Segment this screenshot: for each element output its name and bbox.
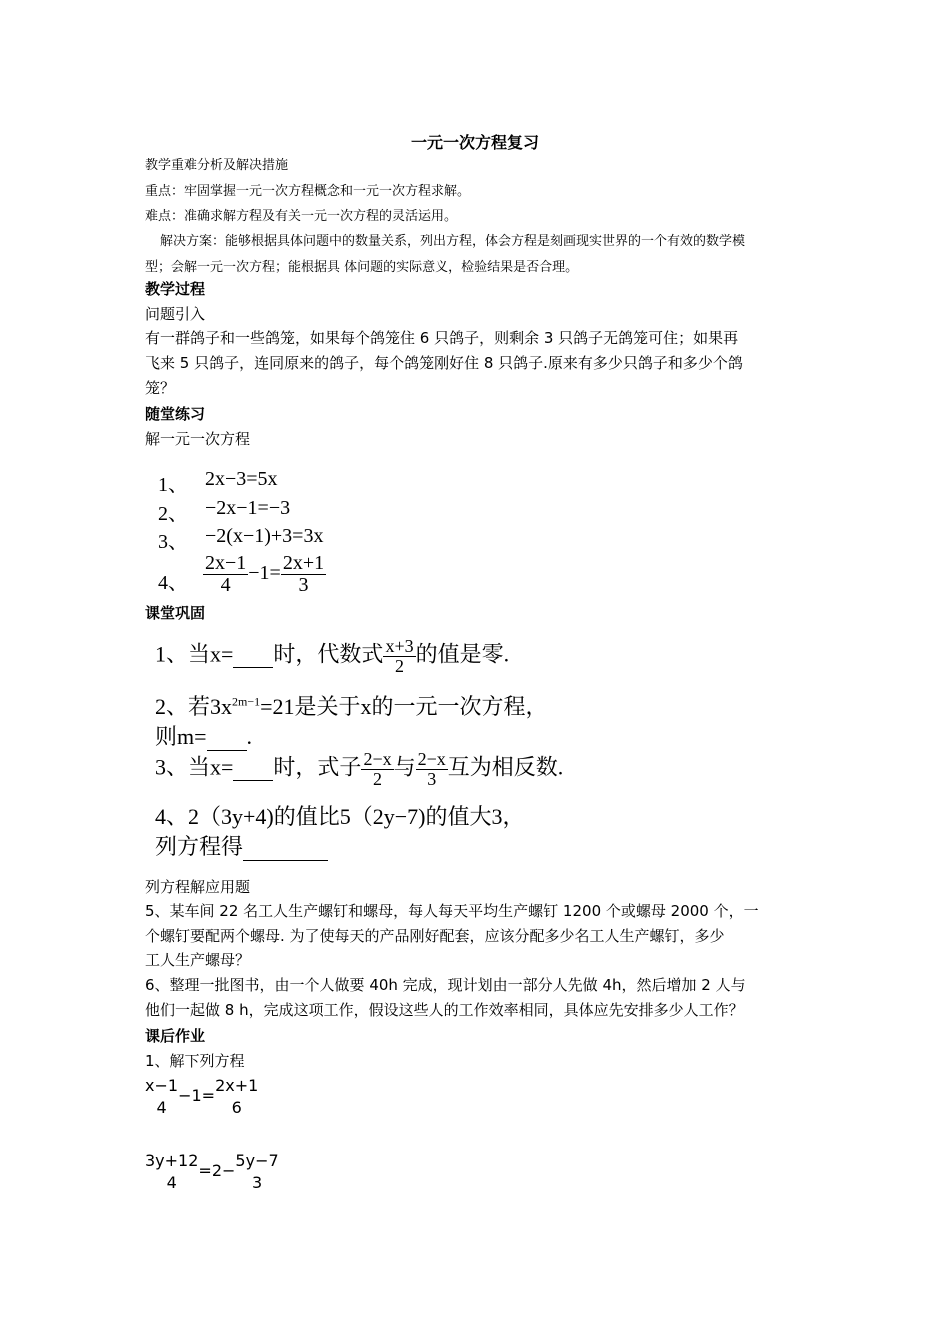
numerator: 2−x (363, 749, 392, 769)
fraction (145, 1150, 198, 1193)
denominator: 2 (395, 655, 405, 676)
consolidate-heading: 课堂巩固 (145, 604, 206, 622)
practice-num-1: 1、 (158, 474, 188, 496)
practice-num-3: 3、 (158, 531, 188, 553)
homework-eq-1 (145, 1075, 258, 1118)
q2-text: . (246, 724, 253, 749)
fraction (215, 1075, 258, 1118)
numerator: 3y+12 (145, 1151, 199, 1170)
denominator: 4 (166, 1172, 177, 1192)
q4-text: 列方程得 (155, 834, 244, 859)
problem5-line-2: 个螺钉要配两个螺母. 为了使每天的产品刚好配套，应该分配多少名工人生产螺钉，多少 (145, 927, 725, 945)
denominator: 4 (220, 574, 231, 596)
consolidate-q2 (155, 690, 548, 721)
q2-text: 则m= (155, 724, 207, 749)
fraction (361, 750, 393, 789)
numerator: 2x+1 (215, 1076, 259, 1095)
intro-heading: 教学重难分析及解决措施 (145, 158, 289, 173)
operator: =2− (198, 1161, 236, 1181)
q2-text: =21是关于x的一元一次方程， (260, 694, 548, 719)
answer-blank (243, 834, 328, 861)
problem5-line-3: 工人生产螺母？ (145, 951, 251, 969)
consolidate-q4: 4、2（3y+4)的值比5（2y−7)的值大3， (155, 804, 525, 829)
process-sub: 问题引入 (145, 305, 206, 323)
practice-eq-1: 2x−3=5x (205, 468, 278, 490)
page-title: 一元一次方程复习 (410, 133, 539, 152)
practice-num-2: 2、 (158, 503, 188, 525)
consolidate-q2-cont (155, 720, 252, 751)
consolidate-q1 (155, 637, 509, 676)
q1-text: 1、当x= (155, 641, 234, 667)
homework-heading: 课后作业 (145, 1027, 206, 1045)
denominator: 6 (231, 1097, 242, 1117)
fraction (281, 553, 326, 596)
answer-blank (233, 754, 273, 781)
denominator: 3 (427, 768, 437, 789)
practice-sub: 解一元一次方程 (145, 430, 251, 448)
practice-eq-3: −2(x−1)+3=3x (205, 525, 324, 547)
denominator: 2 (373, 768, 383, 789)
exponent: 2m−1 (232, 694, 261, 709)
q3-text: 3、当x= (155, 754, 234, 780)
difficulty: 难点：准确求解方程及有关一元一次方程的灵活运用。 (145, 209, 458, 224)
fraction (383, 637, 415, 676)
operator: −1= (248, 562, 281, 585)
q2-text: 2、若3x (155, 694, 233, 719)
operator: −1= (178, 1086, 216, 1106)
practice-heading: 随堂练习 (145, 405, 206, 423)
practice-num-4: 4、 (158, 572, 188, 594)
numerator: 2x−1 (205, 552, 247, 574)
answer-blank (207, 724, 247, 751)
answer-blank (233, 641, 273, 668)
solution-line-2: 型；会解一元一次方程；能根据具 体问题的实际意义，检验结果是否合理。 (145, 260, 579, 275)
denominator: 3 (298, 574, 309, 596)
application-heading: 列方程解应用题 (145, 878, 251, 896)
q1-text: 的值是零. (415, 641, 510, 667)
denominator: 4 (156, 1097, 167, 1117)
numerator: x−1 (145, 1076, 179, 1095)
numerator: 2−x (417, 749, 446, 769)
problem-line-2: 飞来 5 只鸽子，连同原来的鸽子，每个鸽笼刚好住 8 只鸽子.原来有多少只鸽子和多少个鸽 (145, 354, 743, 372)
q3-text: 时，式子 (273, 754, 362, 780)
problem6-line-1: 6、整理一批图书，由一个人做要 40h 完成，现计划由一部分人先做 4h，然后增加 2 人与 (145, 976, 746, 994)
problem-line-3: 笼？ (145, 379, 176, 397)
q1-text: 时，代数式 (273, 641, 384, 667)
consolidate-q4-cont (155, 830, 328, 861)
numerator: x+3 (385, 636, 414, 656)
practice-eq-2: −2x−1=−3 (205, 497, 291, 519)
solution-line-1: 解决方案：能够根据具体问题中的数量关系，列出方程，体会方程是刻画现实世界的一个有效的数学模 (160, 234, 746, 249)
practice-eq-4 (203, 553, 326, 596)
problem-line-1: 有一群鸽子和一些鸽笼，如果每个鸽笼住 6 只鸽子，则剩余 3 只鸽子无鸽笼可住；如果再 (145, 329, 739, 347)
fraction (203, 553, 248, 596)
numerator: 5y−7 (235, 1151, 279, 1170)
q3-text: 与 (393, 754, 416, 780)
problem6-line-2: 他们一起做 8 h，完成这项工作，假设这些人的工作效率相同，具体应先安排多少人工作？ (145, 1001, 744, 1019)
consolidate-q3 (155, 750, 563, 789)
homework-sub: 1、解下列方程 (145, 1052, 245, 1070)
numerator: 2x+1 (282, 552, 325, 574)
denominator: 3 (251, 1172, 263, 1192)
q3-text: 互为相反数. (447, 754, 564, 780)
fraction (145, 1075, 178, 1118)
homework-eq-2 (145, 1150, 279, 1193)
fraction (235, 1150, 278, 1193)
problem5-line-1: 5、某车间 22 名工人生产螺钉和螺母，每人每天平均生产螺钉 1200 个或螺母 2000 个，一 (145, 902, 759, 920)
process-heading: 教学过程 (145, 280, 206, 298)
key-point: 重点：牢固掌握一元一次方程概念和一元一次方程求解。 (145, 184, 471, 199)
fraction (416, 750, 448, 789)
